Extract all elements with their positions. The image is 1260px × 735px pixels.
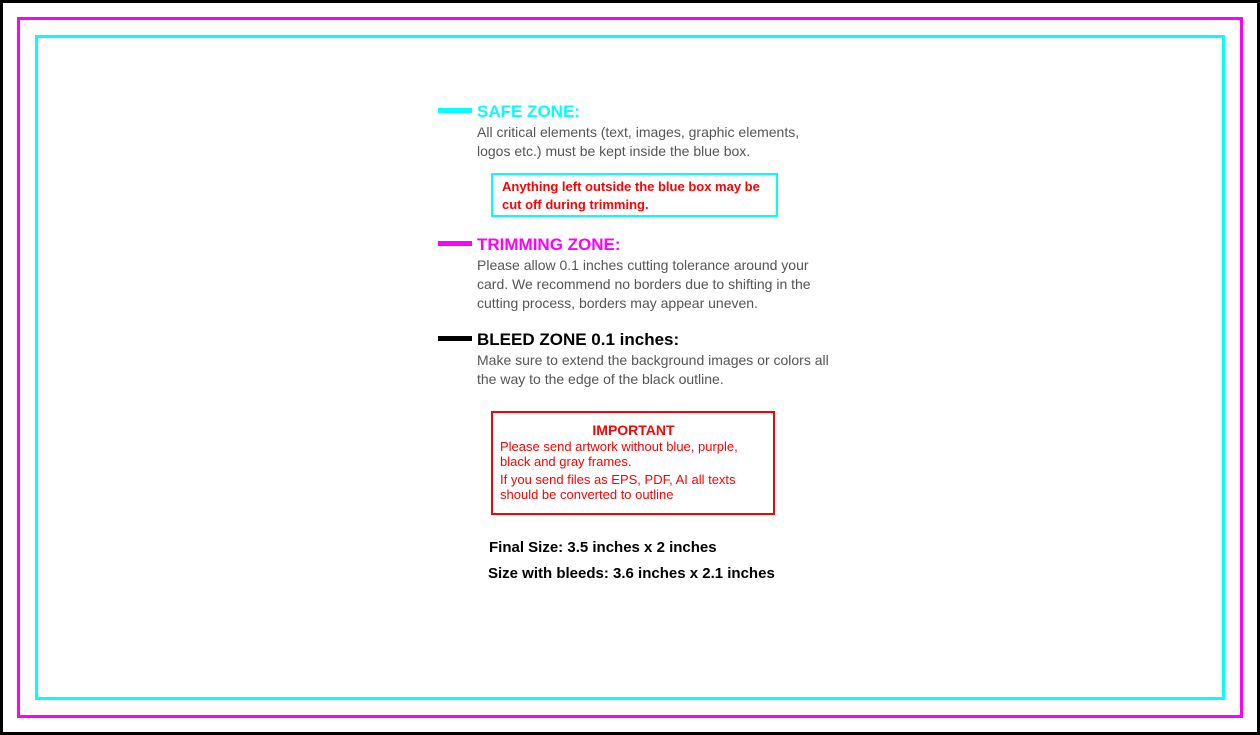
bleed-zone-description: Make sure to extend the background images or colors all the way to the edge of the black outline. xyxy=(477,352,829,387)
trimming-zone-title: TRIMMING ZONE: xyxy=(477,235,621,254)
important-line-outline: If you send files as EPS, PDF, AI all texts should be converted to outline xyxy=(500,472,736,502)
important-line-frames: Please send artwork without blue, purple, black and gray frames. xyxy=(500,439,738,469)
safe-zone-marker xyxy=(438,108,472,113)
safe-zone-notice: Anything left outside the blue box may be cut off during trimming. xyxy=(491,173,778,217)
important-title: IMPORTANT xyxy=(592,422,675,438)
safe-zone-title: SAFE ZONE: xyxy=(477,102,580,121)
trimming-zone-description: Please allow 0.1 inches cutting tolerance around your card. We recommend no borders due to shifting in the cutting process, borders may appear uneven. xyxy=(477,257,811,311)
bleed-zone-marker xyxy=(438,336,472,341)
bleed-zone-title: BLEED ZONE 0.1 inches: xyxy=(477,330,680,349)
important-notice-box xyxy=(491,411,775,515)
safe-zone-description: All critical elements (text, images, graphic elements, logos etc.) must be kept inside the blue box. xyxy=(477,124,800,159)
size-with-bleeds: Size with bleeds: 3.6 inches x 2.1 inches xyxy=(488,565,775,582)
final-size: Final Size: 3.5 inches x 2 inches xyxy=(489,539,717,556)
trimming-zone-marker xyxy=(438,241,472,246)
